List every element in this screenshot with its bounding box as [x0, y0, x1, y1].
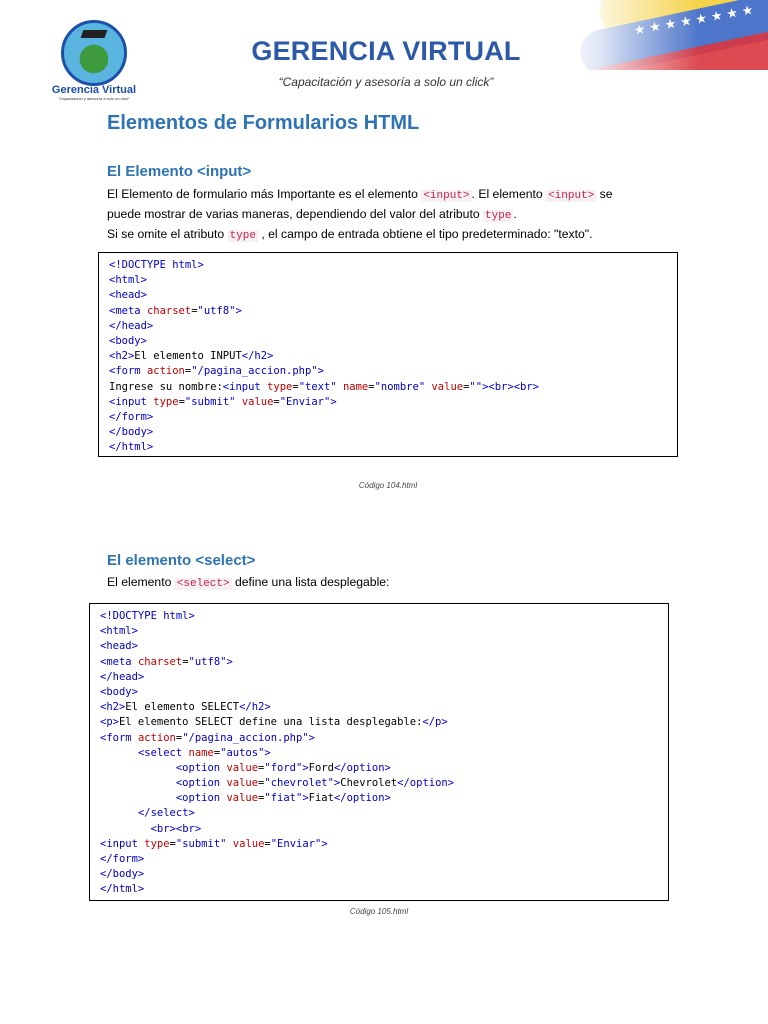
section-input-paragraph	[107, 185, 667, 245]
code-line: </form>	[100, 853, 145, 865]
code-line: <form action="/pagina_accion.php">	[109, 365, 324, 378]
logo	[38, 18, 158, 102]
code-line: <form action="/pagina_accion.php">	[100, 731, 315, 744]
code-line: </head>	[109, 319, 154, 332]
section-title-input: El Elemento <input>	[107, 163, 252, 180]
graduation-cap-icon	[81, 30, 108, 38]
code-line: Ingrese su nombre:<input type="text" name="nombre" value=""><br><br>	[109, 380, 539, 393]
page-title: Elementos de Formularios HTML	[107, 112, 420, 134]
code-line: <h2>El elemento INPUT</h2>	[109, 350, 274, 363]
code-line: <option value="chevrolet">Chevrolet</option>	[175, 777, 455, 790]
code-line: <select name="autos">	[137, 746, 271, 759]
paragraph-line: El Elemento de formulario más Importante es el elemento <input> . El elemento <input> se	[107, 187, 613, 202]
code-line: <html>	[100, 625, 138, 638]
section-title-select: El elemento <select>	[107, 552, 256, 569]
code-block-105	[89, 603, 669, 901]
paragraph-line: puede mostrar de varias maneras, dependiendo del valor del atributo type .	[107, 207, 517, 222]
code-line: </html>	[109, 441, 154, 454]
code-line: <html>	[109, 274, 147, 287]
code-caption-105: Código 105.html	[349, 907, 409, 916]
page-brand-title: GERENCIA VIRTUAL	[251, 36, 521, 66]
paragraph-line: El elemento <select> define una lista desplegable:	[107, 575, 390, 590]
code-line: </form>	[109, 410, 154, 423]
code-line: <p>El elemento SELECT define una lista desplegable:</p>	[100, 716, 448, 729]
code-line: <!DOCTYPE html>	[109, 259, 204, 271]
code-line: <br><br>	[150, 822, 202, 835]
code-line: <h2>El elemento SELECT</h2>	[100, 701, 271, 714]
code-line: <head>	[100, 640, 138, 653]
code-block-104	[98, 252, 678, 457]
logo-title: Gerencia Virtual	[51, 84, 137, 96]
code-line: <meta charset="utf8">	[100, 655, 233, 668]
code-line: <input type="submit" value="Enviar">	[109, 395, 337, 408]
page-brand-subtitle: “Capacitación y asesoría a solo un click”	[278, 75, 494, 89]
code-caption-104: Código 104.html	[358, 481, 418, 490]
code-line: </select>	[137, 807, 195, 820]
code-line: <meta charset="utf8">	[109, 304, 242, 317]
code-line: <body>	[109, 334, 147, 347]
logo-slogan: "Capacitación y asesoría a solo un click"	[58, 96, 130, 101]
code-line: <option value="ford">Ford</option>	[175, 761, 391, 774]
section-select-paragraph	[107, 573, 667, 593]
flag-decoration	[538, 0, 768, 70]
code-line: <head>	[109, 289, 147, 302]
code-line: <input type="submit" value="Enviar">	[100, 837, 328, 850]
code-line: <!DOCTYPE html>	[100, 610, 195, 622]
code-line: </head>	[100, 670, 145, 683]
code-line: <option value="fiat">Fiat</option>	[175, 792, 391, 805]
paragraph-line: Si se omite el atributo type , el campo de entrada obtiene el tipo predeterminado: "texto".	[107, 227, 593, 242]
code-line: <body>	[100, 685, 138, 698]
code-line: </body>	[109, 426, 154, 439]
code-line: </html>	[100, 883, 145, 896]
code-line: </body>	[100, 868, 145, 881]
